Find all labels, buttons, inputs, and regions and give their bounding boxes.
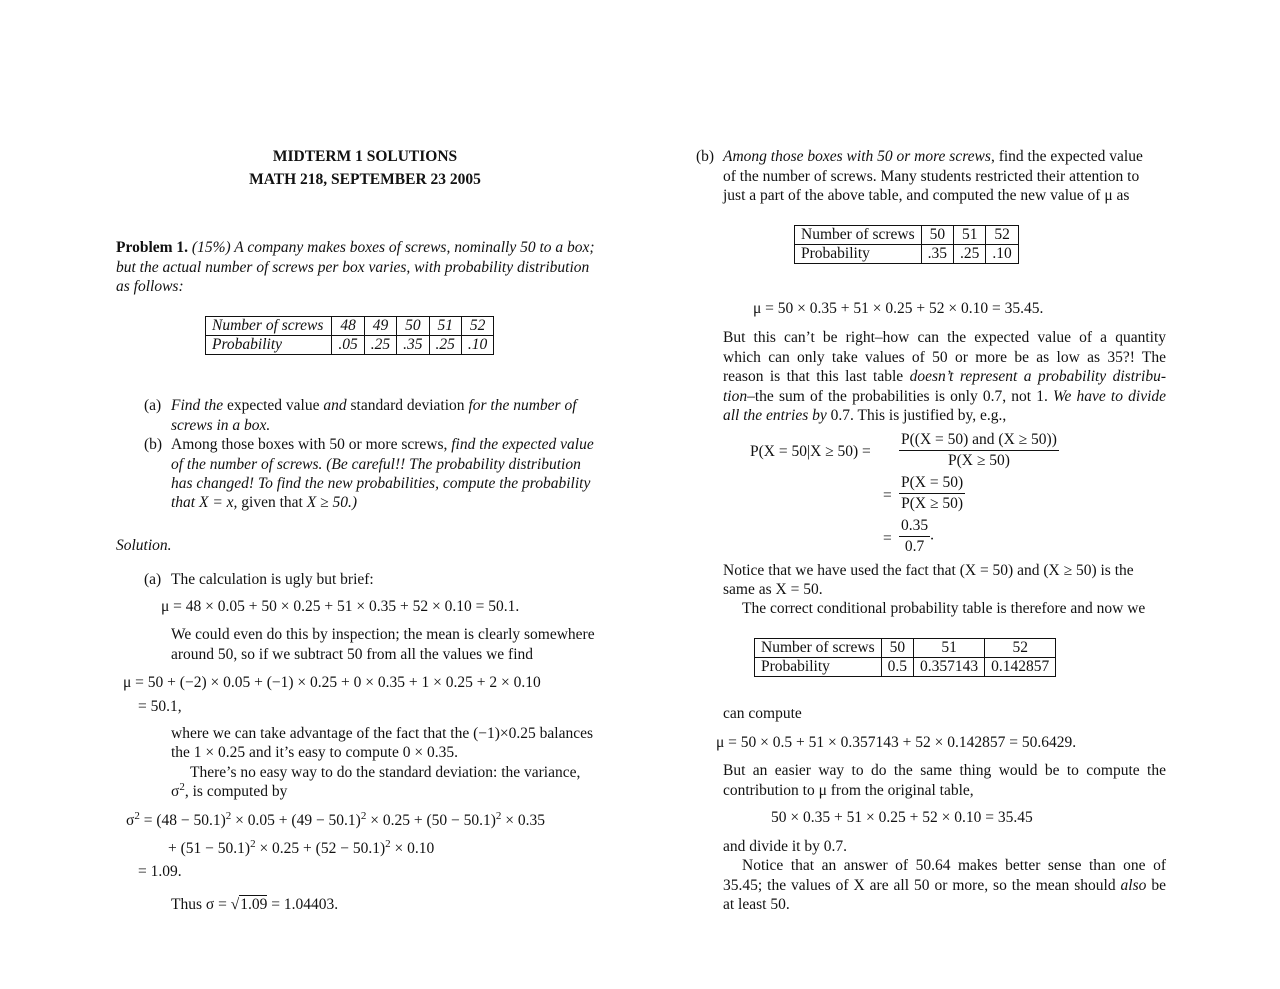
sqrt-radicand: 1.09 [240,896,268,913]
table-header: Number of screws [206,317,332,336]
variance-term: × 0.35 [501,812,546,829]
table-cell: 48 [332,317,364,336]
table-cell: .05 [332,336,364,355]
table-row [795,245,1019,264]
conditional-fraction-1 [899,430,1059,470]
sd-line1: There’s no easy way to do the standard deviation: the variance, [190,764,581,781]
inspection-line2: around 50, so if we subtract 50 from all the values we find [171,646,534,663]
table-row [206,336,494,355]
part-a-text: standard deviation [350,397,465,414]
part-b-text: given that [241,494,303,511]
conditional-fraction-3 [899,516,934,556]
part-b-line1 [171,435,594,455]
superscript: 2 [385,837,391,850]
can-compute: can compute [723,705,802,722]
mean-equation: μ = 48 × 0.05 + 50 × 0.25 + 51 × 0.35 + 52 × 0.10 = 50.1. [161,598,520,615]
advantage-line2: the 1 × 0.25 and it’s easy to compute 0 × 0.35. [171,744,458,761]
table-cell: 52 [461,317,493,336]
table-cell: 49 [364,317,396,336]
table-cell: .25 [954,245,986,264]
equals-sign: = [883,487,892,504]
but-line3 [723,367,1166,387]
table-cell: .35 [397,336,429,355]
table-cell: .25 [429,336,461,355]
conditional-fraction-2 [899,473,965,513]
mean-alt-equation-line2: = 50.1, [138,698,182,715]
part-b-solution-line1 [723,147,1143,167]
variance-term: σ [126,812,135,829]
table-cell: .10 [461,336,493,355]
fraction-denominator: P(X ≥ 50) [899,450,1059,471]
part-b-line4 [171,493,357,513]
easier-line2: contribution to μ from the original table, [723,781,974,799]
variance-term: × 0.25 + (52 − 50.1) [255,840,386,857]
partial-table [794,225,1019,264]
equals-sign: = [883,530,892,547]
part-a-text: expected value [226,397,320,414]
part-b-solution-text: Among those boxes with 50 or more screws [723,148,991,165]
part-a-text: for the number of [468,397,577,414]
easier-line1: But an easier way to do the same thing would be to compute the [723,762,1166,779]
sigma-text: = 1.04403. [267,896,339,913]
sigma-result [171,895,338,915]
final-paragraph [723,856,1166,915]
table-cell: 51 [429,317,461,336]
table-cell: 0.357143 [914,658,985,677]
conditional-lhs: P(X = 50|X ≥ 50) = [750,443,871,460]
table-cell: 52 [986,226,1018,245]
final-text: 35.45; the values of X are all 50 or more, so the mean should [723,876,1116,894]
solution-a-label: (a) [144,571,162,588]
sigma-symbol: σ [171,783,180,800]
table-row [755,658,1056,677]
variance-term: × 0.25 + (50 − 50.1) [366,812,496,829]
part-b-label: (b) [144,436,163,453]
distribution-table [205,316,494,355]
variance-term: × 0.05 + (49 − 50.1) [231,812,361,829]
fraction-denominator: P(X ≥ 50) [899,493,965,514]
part-b-text: X ≥ 50.) [306,494,357,511]
but-line1: But this can’t be right–how can the expected value of a quantity [723,329,1166,346]
superscript: 2 [179,780,185,793]
but-text: 0.7. This is justified by, e.g., [830,407,1007,424]
variance-equation-line2 [168,839,434,859]
but-line4 [723,387,1166,407]
fraction-denominator: 0.7 [899,536,930,557]
part-a-line2: screws in a box. [171,417,271,434]
table-header: Number of screws [795,226,922,245]
table-cell: 51 [954,226,986,245]
but-text: tion [723,387,748,405]
but-line5 [723,406,1166,426]
part-b-line3: has changed! To find the new probabilities, compute the probability [171,475,591,492]
table-cell: 52 [985,639,1056,658]
part-a-line1 [171,396,614,416]
superscript: 2 [495,809,502,822]
problem-text-line3: as follows: [116,278,184,295]
table-row [795,226,1019,245]
easier-paragraph [723,761,1166,800]
problem-label: Problem 1. [116,239,189,256]
superscript: 2 [360,809,367,822]
table-cell: 50 [881,639,913,658]
part-b-text: that X = x, [171,494,238,511]
variance-term: = (48 − 50.1) [139,812,226,829]
correct-line1: The correct conditional probability table is therefore and now we [742,600,1146,617]
table-cell: .35 [921,245,953,264]
variance-term: + (51 − 50.1) [168,840,251,857]
contribution-equation: 50 × 0.35 + 51 × 0.25 + 52 × 0.10 = 35.45 [771,809,1033,826]
table-header: Probability [755,658,882,677]
table-cell: .10 [986,245,1018,264]
part-b-solution-text: , find the expected value [990,148,1143,165]
part-b-solution-line3: just a part of the above table, and computed the new value of μ as [723,187,1130,204]
mean-alt-equation-line1: μ = 50 + (−2) × 0.05 + (−1) × 0.25 + 0 × 0.35 + 1 × 0.25 + 2 × 0.10 [123,674,541,691]
problem-text-line1: (15%) A company makes boxes of screws, nominally 50 to a box; [191,239,595,256]
variance-term: × 0.10 [390,840,435,857]
but-line2: which can only take values of 50 or more be as low as 35?! The [723,348,1166,366]
divide-line: and divide it by 0.7. [723,838,847,855]
problem-statement [116,238,595,258]
part-b-solution-line2: of the number of screws. Many students restricted their attention to [723,168,1140,185]
problem-text-line2: but the actual number of screws per box varies, with probability distribution [116,259,590,276]
table-row [206,317,494,336]
part-b-text: Among those boxes with 50 or more screws, [171,436,448,453]
wrong-mean-equation: μ = 50 × 0.35 + 51 × 0.25 + 52 × 0.10 = 35.45. [753,300,1044,317]
solution-label: Solution. [116,537,172,554]
table-cell: .25 [364,336,396,355]
sd-line2 [171,782,287,802]
table-cell: 0.142857 [985,658,1056,677]
table-cell: 51 [914,639,985,658]
final-text: also [1120,876,1147,894]
sd-text: , is computed by [184,783,288,800]
table-header: Probability [795,245,922,264]
solution-a-intro: The calculation is ugly but brief: [171,571,374,588]
but-text: –the sum of the probabilities is only 0.7, not 1. [747,387,1048,405]
conditional-table [754,638,1056,677]
final-line3: at least 50. [723,896,790,913]
but-paragraph [723,328,1166,426]
table-row [755,639,1056,658]
superscript: 2 [134,809,140,822]
sigma-text: Thus σ = [171,896,231,913]
but-text: reason is that this last table [723,368,904,385]
but-text: all the entries by [723,407,827,424]
fraction-numerator: P(X = 50) [901,474,964,491]
fraction-numerator: P((X = 50) and (X ≥ 50)) [901,431,1057,448]
table-cell: 0.5 [881,658,913,677]
part-a-text: and [323,397,347,414]
document-subtitle: MATH 218, SEPTEMBER 23 2005 [249,171,481,188]
part-b-text: find the expected value [451,436,594,453]
superscript: 2 [225,809,232,822]
fraction-numerator: 0.35 [901,517,929,534]
inspection-line1: We could even do this by inspection; the mean is clearly somewhere [171,626,595,643]
period: . [930,526,934,544]
table-cell: 50 [921,226,953,245]
new-mean-equation: μ = 50 × 0.5 + 51 × 0.357143 + 52 × 0.142857 = 50.6429. [716,734,1077,751]
table-cell: 50 [397,317,429,336]
variance-equation-line3: = 1.09. [138,863,182,880]
table-header: Number of screws [755,639,882,658]
part-b-solution-label: (b) [696,148,715,165]
but-text: doesn’t represent a probability distribu- [909,368,1166,385]
notice-line1: Notice that we have used the fact that (X = 50) and (X ≥ 50) is the [723,562,1134,579]
final-line1: Notice that an answer of 50.64 makes better sense than one of [742,857,1166,874]
part-a-label: (a) [144,397,162,414]
notice-line2: same as X = 50. [723,581,823,598]
final-line2 [723,876,1166,896]
variance-equation-line1 [126,811,545,831]
part-a-text: Find the [171,397,224,414]
table-header: Probability [206,336,332,355]
advantage-line1: where we can take advantage of the fact that the (−1)×0.25 balances [171,725,594,742]
sqrt-icon: √ [230,896,240,913]
but-text: We have to divide [1053,387,1167,405]
part-b-line2: of the number of screws. (Be careful!! The probability distribution [171,456,581,473]
superscript: 2 [250,837,256,850]
final-text: be [1151,876,1166,894]
document-title: MIDTERM 1 SOLUTIONS [272,148,458,165]
